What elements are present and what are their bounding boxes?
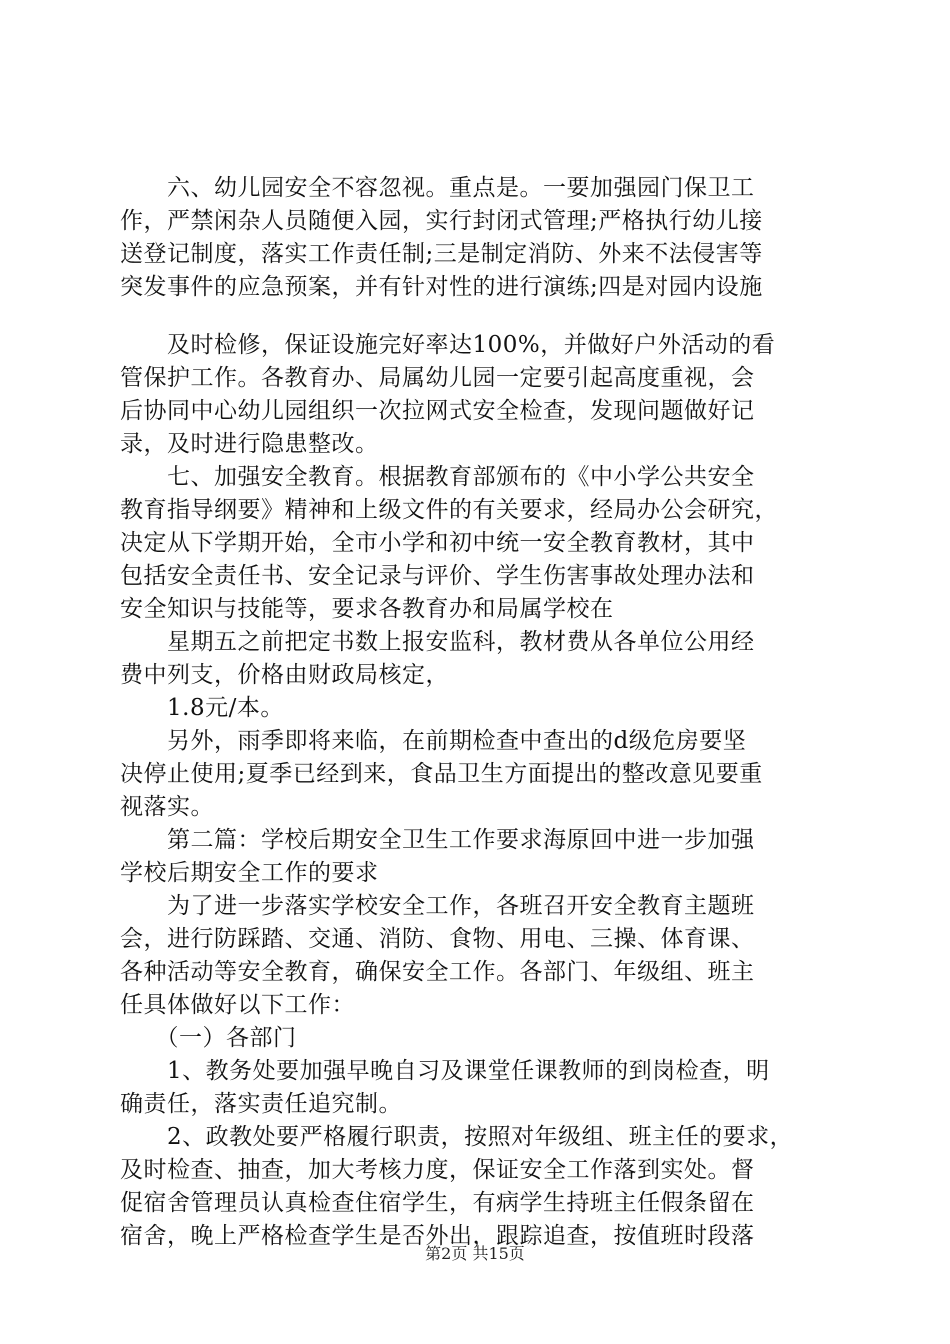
- text-line: 另外，雨季即将来临，在前期检查中查出的d级危房要坚: [120, 728, 747, 754]
- text-line: 教育指导纲要》精神和上级文件的有关要求，经局办公会研究，: [120, 497, 778, 523]
- text-line: 管保护工作。各教育办、局属幼儿园一定要引起高度重视，会: [120, 365, 755, 391]
- text-line: 录，及时进行隐患整改。: [120, 431, 379, 457]
- text-line: 1.8元/本。: [120, 695, 284, 721]
- text-line: 及时检查、抽查，加大考核力度，保证安全工作落到实处。督: [120, 1157, 755, 1183]
- text-line: （一）各部门: [120, 1025, 297, 1051]
- text-line: 突发事件的应急预案，并有针对性的进行演练;四是对园内设施: [120, 274, 763, 300]
- text-line: 决停止使用;夏季已经到来，食品卫生方面提出的整改意见要重: [120, 761, 763, 787]
- text-line: 决定从下学期开始，全市小学和初中统一安全教育教材，其中: [120, 530, 755, 556]
- text-line: 第二篇：学校后期安全卫生工作要求海原回中进一步加强: [120, 827, 755, 853]
- text-line: 1、教务处要加强早晚自习及课堂任课教师的到岗检查，明: [120, 1058, 770, 1084]
- text-line: 及时检修，保证设施完好率达100%，并做好户外活动的看: [120, 332, 776, 358]
- text-line: 包括安全责任书、安全记录与评价、学生伤害事故处理办法和: [120, 563, 755, 589]
- text-line: 送登记制度，落实工作责任制;三是制定消防、外来不法侵害等: [120, 241, 763, 267]
- text-line: 后协同中心幼儿园组织一次拉网式安全检查，发现问题做好记: [120, 398, 755, 424]
- text-line: 费中列支，价格由财政局核定，: [120, 662, 449, 688]
- text-line: 视落实。: [120, 794, 214, 820]
- text-line: 任具体做好以下工作：: [120, 992, 355, 1018]
- text-line: 各种活动等安全教育，确保安全工作。各部门、年级组、班主: [120, 959, 755, 985]
- page-number-footer: 第2页 共15页: [425, 1244, 525, 1263]
- text-line: 七、加强安全教育。根据教育部颁布的《中小学公共安全: [120, 464, 755, 490]
- text-line: 促宿舍管理员认真检查住宿学生，有病学生持班主任假条留在: [120, 1190, 755, 1216]
- text-line: 会，进行防踩踏、交通、消防、食物、用电、三操、体育课、: [120, 926, 755, 952]
- text-line: 宿舍，晚上严格检查学生是否外出，跟踪追查，按值班时段落: [120, 1223, 755, 1249]
- text-line: 星期五之前把定书数上报安监科，教材费从各单位公用经: [120, 629, 755, 655]
- text-line: 作，严禁闲杂人员随便入园，实行封闭式管理;严格执行幼儿接: [120, 208, 763, 234]
- text-line: 为了进一步落实学校安全工作，各班召开安全教育主题班: [120, 893, 755, 919]
- text-line: 学校后期安全工作的要求: [120, 860, 379, 886]
- text-line: 六、幼儿园安全不容忽视。重点是。一要加强园门保卫工: [120, 175, 755, 201]
- text-line: 安全知识与技能等，要求各教育办和局属学校在: [120, 596, 614, 622]
- text-line: 确责任，落实责任追究制。: [120, 1091, 402, 1117]
- text-line: 2、政教处要严格履行职责，按照对年级组、班主任的要求，: [120, 1124, 794, 1150]
